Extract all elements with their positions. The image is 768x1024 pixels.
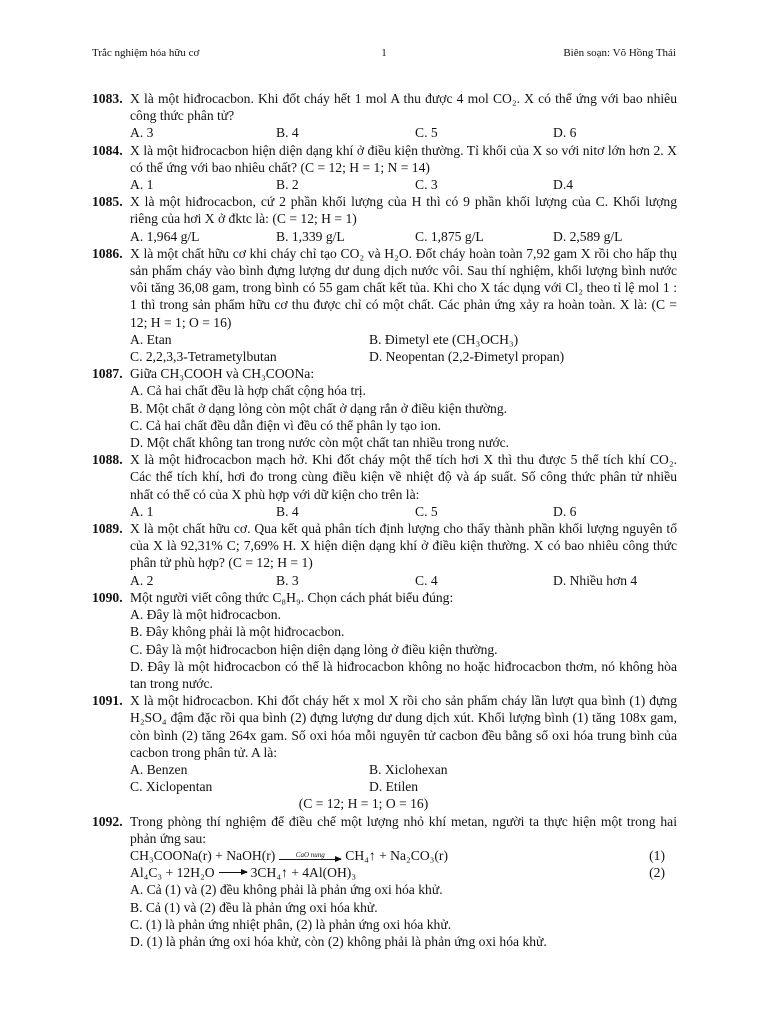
option-c[interactable]: C. 4 <box>415 572 438 588</box>
question-text: Trong phòng thí nghiệm để điều chế một lượng nhỏ khí metan, người ta thực hiện một trong hai phản ứng sau: <box>130 813 677 846</box>
answer-options-row-2 <box>130 348 677 365</box>
option-a[interactable]: A. Cả hai chất đều là hợp chất cộng hóa trị. <box>130 383 366 399</box>
page-number: 1 <box>381 47 387 59</box>
reaction-reactants: CH₃COONa(r) + NaOH(r) <box>130 847 276 863</box>
question-1084 <box>92 142 677 194</box>
question-text: X là một hiđrocacbon. Khi đốt cháy hết 1 mol A thu được 4 mol CO₂. X có thể ứng với bao nhiêu công thức phân tử? <box>130 91 677 124</box>
option-a[interactable]: A. Etan <box>130 331 172 347</box>
option-b[interactable]: B. 2 <box>276 177 299 193</box>
option-a[interactable]: A. Đây là một hiđrocacbon. <box>130 607 281 623</box>
option-d[interactable]: D. Một chất không tan trong nước còn một chất tan nhiều trong nước. <box>130 435 510 451</box>
option-a[interactable]: A. Cả (1) và (2) đều không phải là phản ứng oxi hóa khử. <box>130 882 443 898</box>
option-c[interactable]: C. 3 <box>415 177 438 193</box>
question-1092 <box>92 813 677 951</box>
reaction-condition: CaO nung <box>295 851 325 860</box>
question-number: 1086. <box>92 245 123 261</box>
option-a[interactable]: A. 2 <box>130 572 154 588</box>
question-number: 1085. <box>92 194 123 210</box>
option-a[interactable]: A. Benzen <box>130 761 188 777</box>
option-d[interactable]: D.4 <box>553 177 574 193</box>
option-d[interactable]: D. Etilen <box>369 779 419 795</box>
option-a[interactable]: A. 1 <box>130 503 154 519</box>
answer-options-row-1 <box>130 331 677 348</box>
question-list <box>92 90 677 950</box>
option-c[interactable]: C. 1,875 g/L <box>415 228 484 244</box>
question-text: X là một chất hữu cơ khi cháy chỉ tạo CO₂ và H₂O. Đốt cháy hoàn toàn 7,92 gam X rồi cho hấp thụ sản phẩm cháy vào bình đựng lượng dư dung dịch nước vôi. Sau thí nghiệm, khối lượng bình nước vôi tăng 36,08 gam, trong bình có 55 gam chất kết tủa. Khi cho X tác dụng với Cl₂ theo tỉ lệ mol 1 : 1 thì trong sản phẩm hữu cơ thu được chỉ có một chất. Các phản ứng xảy ra hoàn toàn. X là: (C = 12; H = 1; O = 16) <box>130 245 677 330</box>
option-a[interactable]: A. 3 <box>130 125 154 141</box>
question-text: Giữa CH₃COOH và CH₃COONa: <box>130 366 315 382</box>
question-number: 1083. <box>92 91 123 106</box>
question-1091 <box>92 692 677 812</box>
reaction-products: 3CH₄↑ + 4Al(OH)₃ <box>250 865 357 881</box>
question-text: X là một hiđrocacbon mạch hở. Khi đốt cháy một thể tích hơi X thì thu được 5 thể tích khí CO₂. Các thể tích khí, hơi đo trong cùng điều kiện về nhiệt độ và áp suất. Số công thức phân tử nhiều nhất có thể có của X phù hợp với dữ kiện cho trên là: <box>130 452 677 502</box>
question-1083 <box>92 90 677 142</box>
reaction-products: CH₄↑ + Na₂CO₃(r) <box>345 847 448 863</box>
reaction-1 <box>130 847 677 864</box>
question-text: X là một hiđrocacbon hiện diện dạng khí ở điều kiện thường. Tỉ khối của X so với nitơ lớn hơn 2. X có thể ứng với bao nhiêu chất? (C = 12; H = 1; N = 14) <box>130 142 677 175</box>
option-b[interactable]: B. Đây không phải là một hiđrocacbon. <box>130 624 345 640</box>
option-c[interactable]: C. Đây là một hiđrocacbon hiện diện dạng lỏng ở điều kiện thường. <box>130 641 498 657</box>
option-a[interactable]: A. 1,964 g/L <box>130 228 200 244</box>
option-d[interactable]: D. 6 <box>553 503 577 519</box>
option-c[interactable]: C. Xiclopentan <box>130 779 213 795</box>
atomic-mass-note: (C = 12; H = 1; O = 16) <box>298 796 429 812</box>
question-text: X là một hiđrocacbon. Khi đốt cháy hết x mol X rồi cho sản phẩm cháy lần lượt qua bình (1) đựng H₂SO₄ đậm đặc rồi qua bình (2) đựng lượng dư dung dịch xút. Khối lượng bình (1) tăng 108x gam, còn bình (2) tăng 264x gam. Số oxi hóa mỗi nguyên tử cacbon đều bằng số oxi hóa trung bình của cacbon trong phân tử. A là: <box>130 693 677 760</box>
option-d[interactable]: D. Đây là một hiđrocacbon có thể là hiđrocacbon không no hoặc hiđrocacbon thơm, nó không hòa tan trong nước. <box>130 658 677 691</box>
option-d[interactable]: D. Nhiều hơn 4 <box>553 572 638 588</box>
option-c[interactable]: C. 5 <box>415 125 438 141</box>
option-d[interactable]: D. 6 <box>553 125 577 141</box>
option-b[interactable]: B. 3 <box>276 572 299 588</box>
option-b[interactable]: B. Cả (1) và (2) đều là phản ứng oxi hóa khử. <box>130 899 378 915</box>
reaction-label: (2) <box>649 865 665 881</box>
question-text: Một người viết công thức C₈H₉. Chọn cách phát biểu đúng: <box>130 589 454 605</box>
answer-options <box>130 176 677 193</box>
reaction-label: (1) <box>649 847 665 863</box>
answer-options <box>130 124 677 141</box>
question-1089 <box>92 520 677 589</box>
question-1088 <box>92 451 677 520</box>
reaction-arrow-icon <box>279 851 341 860</box>
question-number: 1092. <box>92 813 123 829</box>
question-number: 1089. <box>92 521 123 537</box>
question-number: 1087. <box>92 366 123 382</box>
option-b[interactable]: B. 4 <box>276 503 299 519</box>
reaction-arrow-icon <box>219 872 247 873</box>
question-text: X là một chất hữu cơ. Qua kết quả phân tích định lượng cho thấy thành phần khối lượng nguyên tố của X là 92,31% C; 7,69% H. X hiện diện dạng khí ở điều kiện thường. X có bao nhiêu công thức phân tử phù hợp? (C = 12; H = 1) <box>130 521 677 571</box>
answer-options <box>130 572 677 589</box>
option-c[interactable]: C. 2,2,3,3-Tetrametylbutan <box>130 349 277 365</box>
question-1090 <box>92 589 677 692</box>
option-b[interactable]: B. 1,339 g/L <box>276 228 345 244</box>
option-d[interactable]: D. 2,589 g/L <box>553 228 623 244</box>
question-number: 1088. <box>92 452 123 468</box>
header-left: Trắc nghiệm hóa hữu cơ <box>92 47 200 59</box>
option-c[interactable]: C. (1) là phản ứng nhiệt phân, (2) là phản ứng oxi hóa khử. <box>130 916 452 932</box>
question-number: 1090. <box>92 589 123 605</box>
option-b[interactable]: B. 4 <box>276 125 299 141</box>
answer-options-row-1 <box>130 761 677 778</box>
option-c[interactable]: C. 5 <box>415 503 438 519</box>
question-number: 1091. <box>92 693 123 709</box>
header-right: Biên soạn: Võ Hồng Thái <box>563 47 676 59</box>
answer-options <box>130 228 677 245</box>
option-c[interactable]: C. Cả hai chất đều dẫn điện vì đều có thể phân ly tạo ion. <box>130 417 442 433</box>
option-d[interactable]: D. (1) là phản ứng oxi hóa khử, còn (2) không phải là phản ứng oxi hóa khử. <box>130 933 547 949</box>
option-d[interactable]: D. Neopentan (2,2-Đimetyl propan) <box>369 349 565 365</box>
question-1085 <box>92 193 677 245</box>
answer-options <box>130 503 677 520</box>
option-b[interactable]: B. Đimetyl ete (CH₃OCH₃) <box>369 331 519 347</box>
question-1086 <box>92 245 677 365</box>
reaction-reactants: Al₄C₃ + 12H₂O <box>130 865 215 881</box>
option-a[interactable]: A. 1 <box>130 177 154 193</box>
reaction-2 <box>130 864 677 881</box>
option-b[interactable]: B. Một chất ở dạng lỏng còn một chất ở dạng rắn ở điều kiện thường. <box>130 400 508 416</box>
question-text: X là một hiđrocacbon, cứ 2 phần khối lượng của H thì có 9 phần khối lượng của C. Khối lượng riêng của hơi X ở đktc là: (C = 12; H = 1) <box>130 194 677 227</box>
option-b[interactable]: B. Xiclohexan <box>369 761 448 777</box>
answer-options-row-2 <box>130 778 677 795</box>
question-number: 1084. <box>92 142 123 158</box>
question-1087 <box>92 365 677 451</box>
